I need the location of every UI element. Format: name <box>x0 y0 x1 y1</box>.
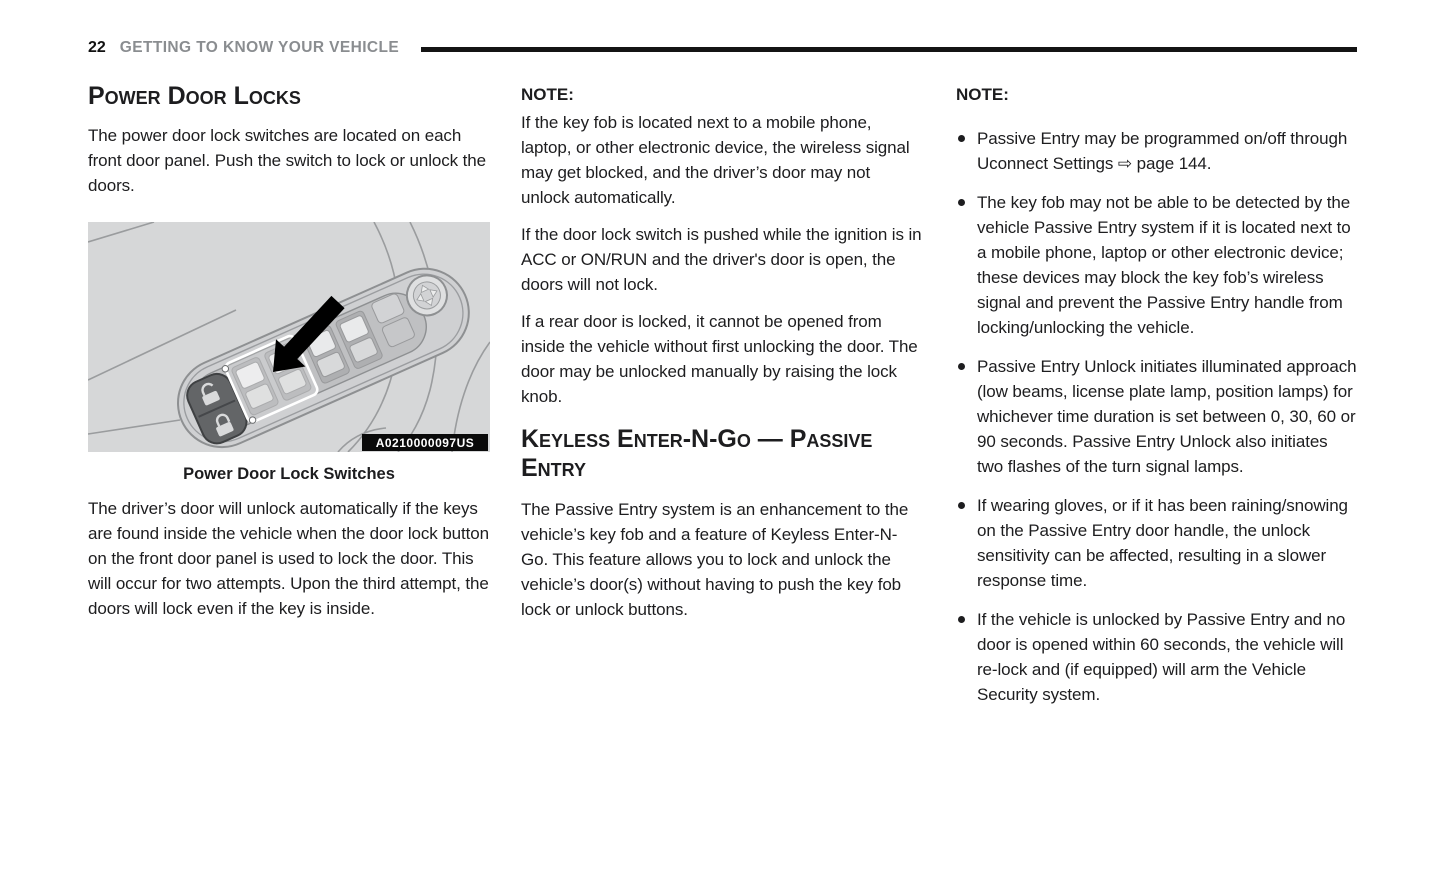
figure-door-panel <box>88 222 490 452</box>
door-panel-illustration <box>88 222 490 452</box>
figure-caption: Power Door Lock Switches <box>183 465 395 483</box>
bullet-text: Passive Entry may be programmed on/off through Uconnect Settings ⇨ page 144. <box>977 129 1348 173</box>
note-bullet-list <box>956 126 1357 707</box>
heading-power-door-locks: Power Door Locks <box>88 82 301 110</box>
page-number: 22 <box>88 39 106 56</box>
bullet-item-passive-entry-programming <box>956 126 1357 176</box>
column-middle <box>521 84 923 622</box>
bullet-item-key-fob-detection <box>956 190 1357 340</box>
paragraph-passive-entry: The Passive Entry system is an enhancement to the vehicle’s key fob and a feature of Keyless Enter-N-Go. This feature allows you to lock and unlock the vehicle’s door(s) without having to push the key fob lock or unlock buttons. <box>521 500 909 619</box>
figure-watermark <box>362 434 488 451</box>
bullet-dot <box>958 502 965 509</box>
bullet-text: If the vehicle is unlocked by Passive Entry and no door is opened within 60 seconds, the vehicle will re-lock and (if equipped) will arm the Vehicle Security system. <box>977 610 1346 704</box>
note-label-right: NOTE: <box>956 85 1009 104</box>
heading-keyless-enter-n-go: Keyless Enter-N-Go — Passive Entry <box>521 425 873 482</box>
figure-watermark-text: A0210000097US <box>375 436 475 450</box>
bullet-dot <box>958 135 965 142</box>
bullet-item-illuminated-approach <box>956 354 1357 479</box>
column-left <box>88 82 490 621</box>
page-header <box>88 39 1357 57</box>
note-paragraph-1: If the key fob is located next to a mobile phone, laptop, or other electronic device, the wireless signal may get blocked, and the driver’s door may not unlock automatically. <box>521 113 910 207</box>
header-rule <box>421 47 1357 52</box>
page-title: GETTING TO KNOW YOUR VEHICLE <box>119 39 400 56</box>
bullet-dot <box>958 616 965 623</box>
bullet-item-gloves-rain <box>956 493 1357 593</box>
bullet-dot <box>958 363 965 370</box>
note-paragraph-2: If the door lock switch is pushed while the ignition is in ACC or ON/RUN and the driver's door is open, the doors will not lock. <box>521 225 922 294</box>
bullet-item-relock-60-seconds <box>956 607 1357 707</box>
note-paragraph-3: If a rear door is locked, it cannot be opened from inside the vehicle without first unlocking the door. The door may be unlocked manually by raising the lock knob. <box>521 312 918 406</box>
bullet-text: Passive Entry Unlock initiates illuminated approach (low beams, license plate lamp, position lamps) for whichever time duration is set between 0, 30, 60 or 90 seconds. Passive Entry Unlock also initiates two flashes of the turn signal lamps. <box>977 357 1357 476</box>
paragraph-driver-door-unlock: The driver’s door will unlock automatically if the keys are found inside the vehicle when the door lock button on the front door panel is used to lock the door. This will occur for two attempts. Upon the third attempt, the doors will lock even if the key is inside. <box>88 499 489 618</box>
note-label-middle: NOTE: <box>521 85 574 104</box>
paragraph-power-door-locks-intro: The power door lock switches are located on each front door panel. Push the switch to lock or unlock the doors. <box>88 126 487 195</box>
bullet-text: The key fob may not be able to be detected by the vehicle Passive Entry system if it is located next to a mobile phone, laptop or other electronic device; these devices may block the key fob’s wireless signal and prevent the Passive Entry handle from locking/unlocking the vehicle. <box>977 193 1351 337</box>
bullet-dot <box>958 199 965 206</box>
bullet-text: If wearing gloves, or if it has been raining/snowing on the Passive Entry door handle, the unlock sensitivity can be affected, resulting in a slower response time. <box>977 496 1348 590</box>
column-right <box>956 84 1357 707</box>
